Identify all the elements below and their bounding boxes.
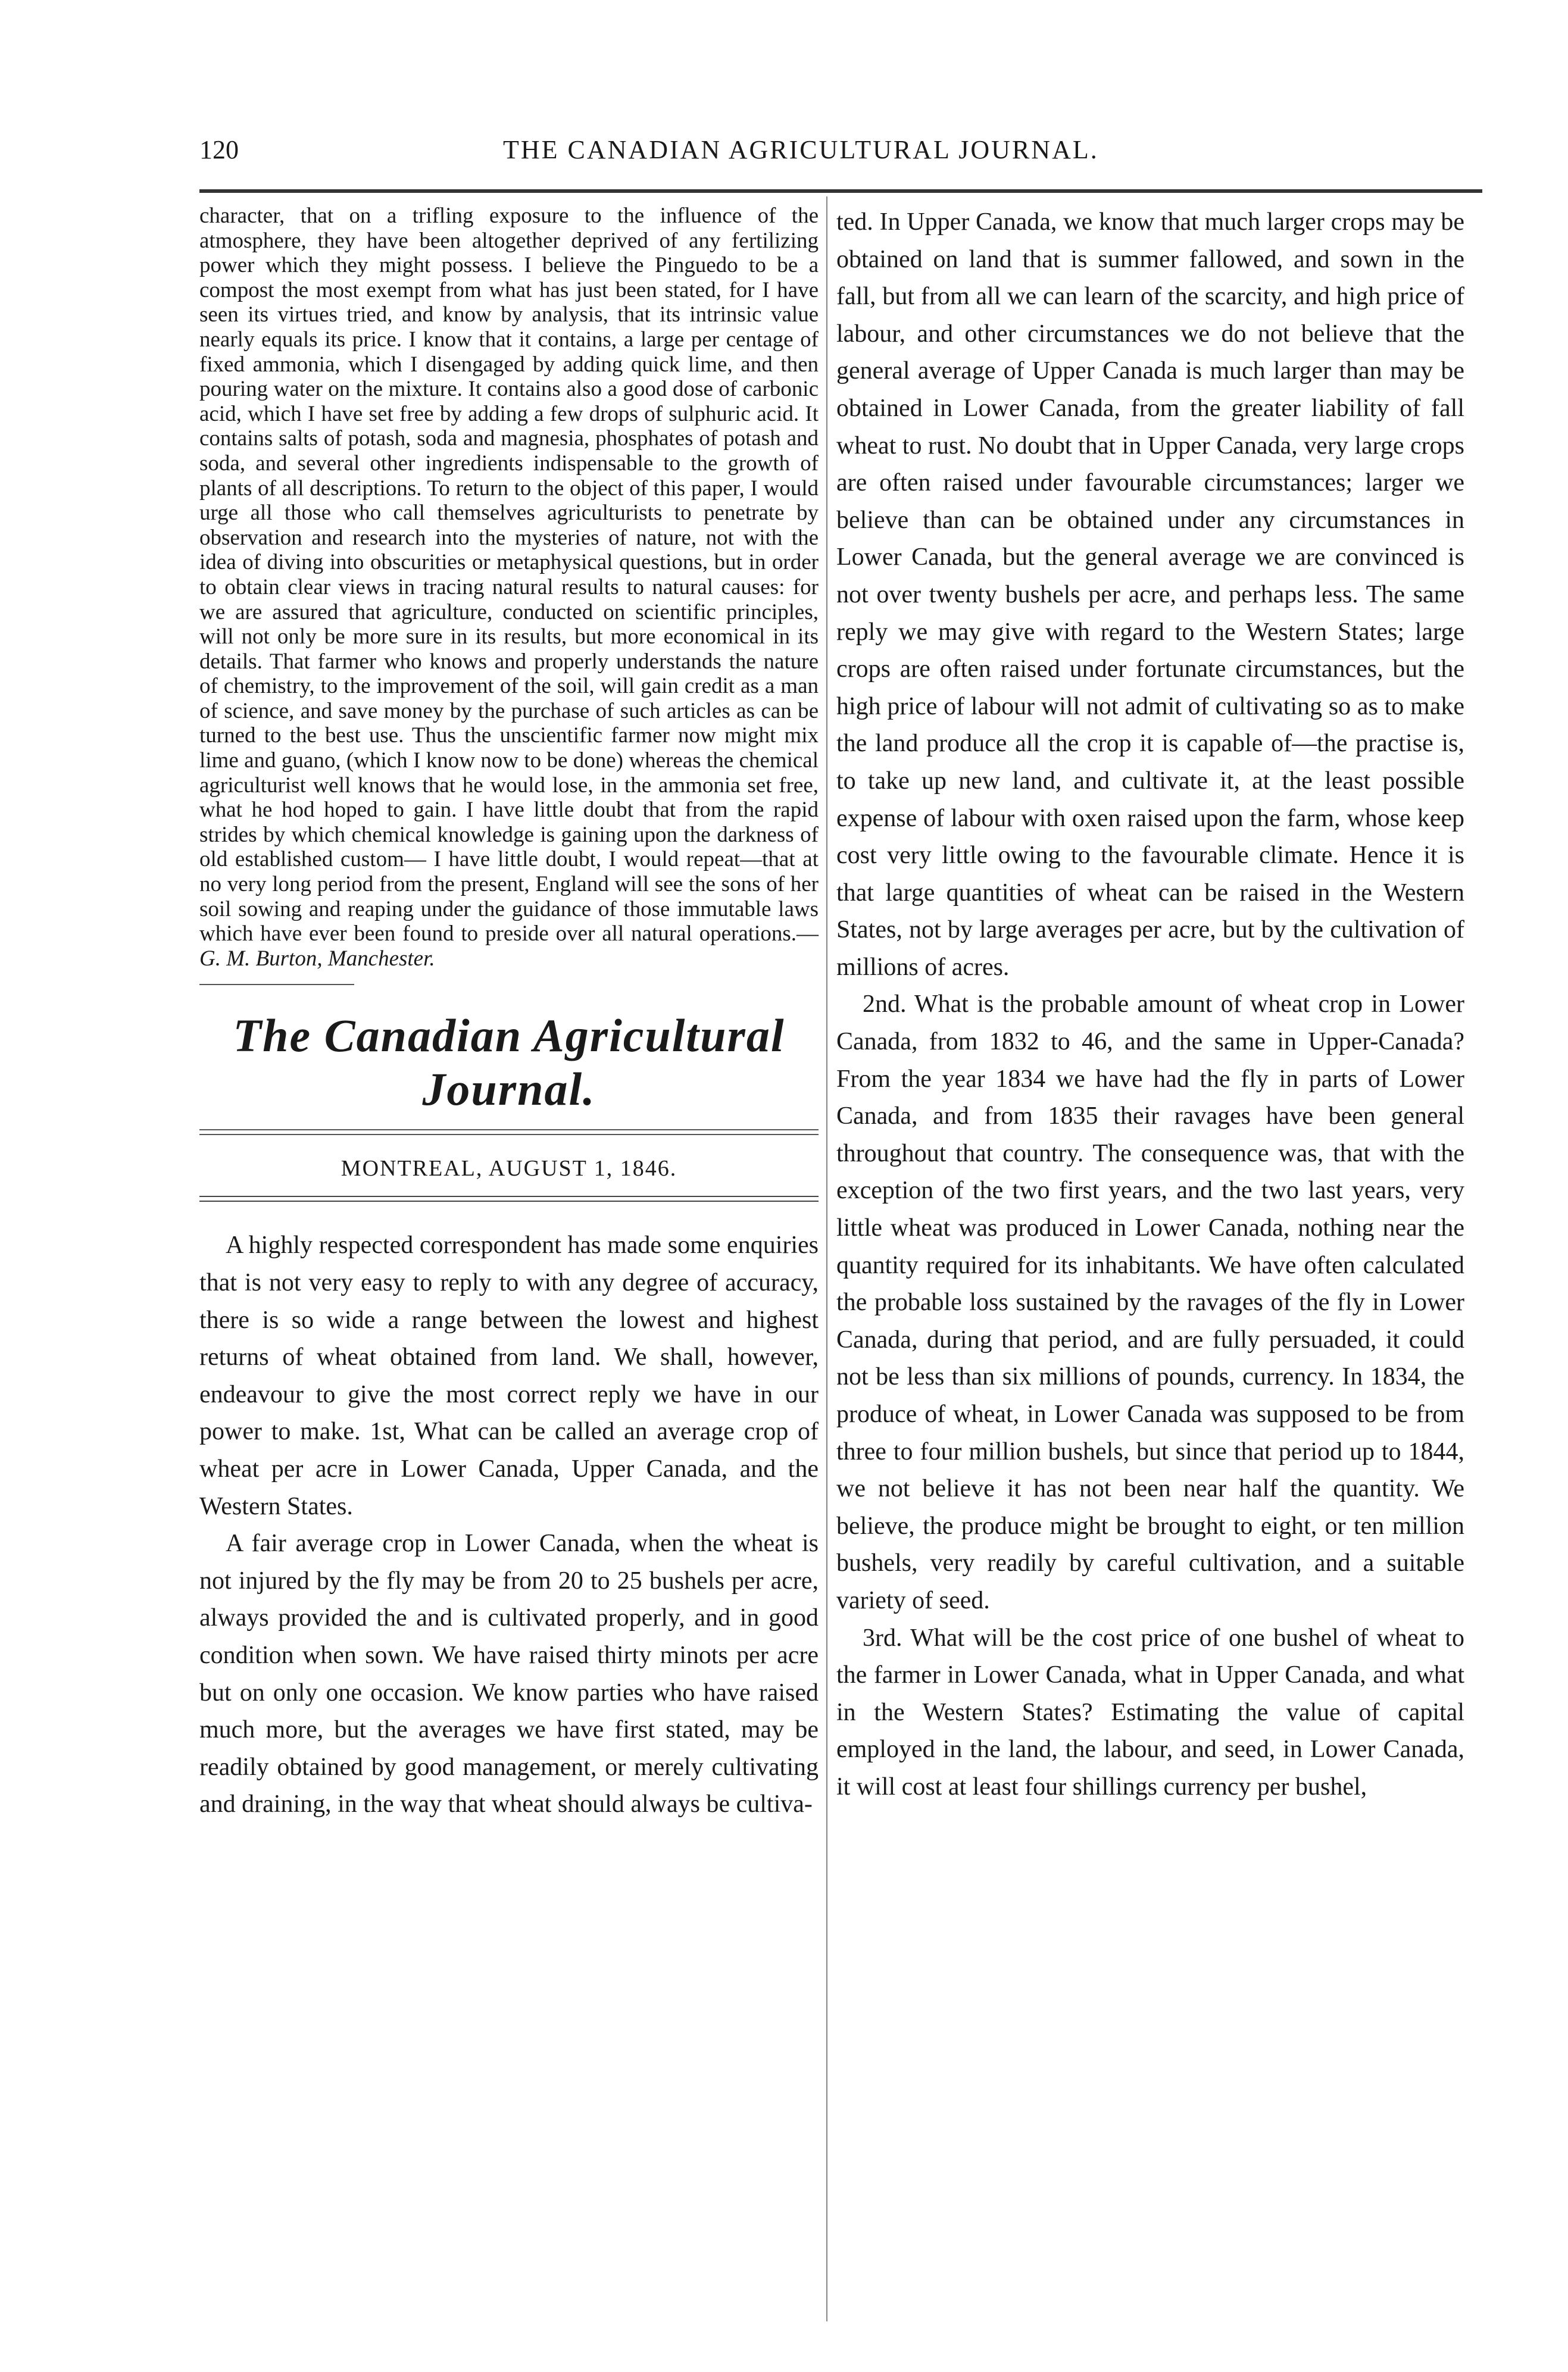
editorial-article-right [836,204,1464,1806]
left-column [199,204,819,1823]
article-paragraph: A highly respected correspondent has made some enquiries that is not very easy to reply to with any degree of accuracy, there is so wide a range between the lowest and highest returns of wheat obtained from land. We shall, however, endeavour to give the most correct reply we have in our power to make. 1st, What can be called an average crop of wheat per acre in Lower Canada, Upper Canada, and the Western States. [199,1232,819,1520]
article-paragraph: 2nd. What is the probable amount of wheat crop in Lower Canada, from 1832 to 46, and the same in Upper-Canada? From the year 1834 we have had the fly in parts of Lower Canada, and from 1835 their ravages have been general throughout that country. The consequence was, that with the exception of the two first years, and the two last years, very little wheat was produced in Lower Canada, nothing near the quantity required for its inhabitants. We have often calculated the probable loss sustained by the ravages of the fly in Lower Canada, during that period, and are fully persuaded, it could not be less than six millions of pounds, currency. In 1834, the produce of wheat, in Lower Canada was supposed to be from three to four million bushels, but since that period up to 1844, we not believe it has not been near half the quantity. We believe, the produce might be brought to eight, or ten million bushels, very readily by careful cultivation, and a suitable variety of seed. [836,990,1464,1614]
article-continuation: ted. In Upper Canada, we know that much larger crops may be obtained on land that is summer fallowed, and sown in the fall, but from all we can learn of the scarcity, and high price of labour, and other circumstances we do not believe that the general average of Upper Canada is much larger than may be obtained in Lower Canada, from the greater liability of fall wheat to rust. No doubt that in Upper Canada, very large crops are often raised under favourable circumstances; larger we believe than can be obtained under any circumstances in Lower Canada, but the general average we are convinced is not over twenty bushels per acre, and perhaps less. The same reply we may give with regard to the Western States; large crops are often raised under fortunate circumstances, but the high price of labour will not admit of cultivating so as to make the land produce all the crop it is capable of—the practise is, to take up new land, and cultivate it, at the least possible expense of labour with oxen raised upon the farm, whose keep cost very little owing to the favourable climate. Hence it is that large quantities of wheat can be raised in the Western States, not by large averages per acre, but by the cultivation of millions of acres. [836,208,1464,981]
header-rule [199,189,1482,193]
masthead-title: The Canadian Agricultural Journal. [233,1010,785,1115]
running-title: THE CANADIAN AGRICULTURAL JOURNAL. [503,135,1099,164]
page-number: 120 [199,135,239,164]
editorial-article-left [199,1227,819,1823]
dateline-rule [199,1196,819,1202]
article-paragraph: 3rd. What will be the cost price of one bushel of wheat to the farmer in Lower Canada, what in Upper Canada, and what in the Western States? Estimating the value of capital employed in the land, the labour, and seed, in Lower Canada, it will cost at least four shillings currency per bushel, [836,1624,1464,1801]
column-divider [826,196,827,2321]
masthead-short-rule [199,984,354,985]
masthead-rule [199,1129,819,1135]
article-paragraph: A fair average crop in Lower Canada, when the wheat is not injured by the fly may be from 20 to 25 bushels per acre, always provided the and is cultivated properly, and in good condition when sown. We have raised thirty minots per acre but on only one occasion. We know parties who have raised much more, but the averages we have first stated, may be readily obtained by good management, or merely cultivating and draining, in the way that wheat should always be cultiva- [199,1530,819,1818]
page-header [199,135,1482,176]
correspondence-letter [199,204,819,971]
right-column [836,204,1464,1806]
letter-signature: G. M. Burton, Manchester. [199,946,435,971]
letter-text: character, that on a trifling exposure to the influence of the atmosphere, they have been altogether deprived of any fertilizing power which they might possess. I believe the Pinguedo to be a compost the most exempt from what has just been stated, for I have seen its virtues tried, and know by analysis, that its intrinsic value nearly equals its price. I know that it contains, a large per centage of fixed ammonia, which I disengaged by adding quick lime, and then pouring water on the mixture. It contains also a good dose of carbonic acid, which I have set free by adding a few drops of sulphuric acid. It contains salts of potash, soda and magnesia, phosphates of potash and soda, and several other ingredients indispensable to the growth of plants of all descriptions. To return to the object of this paper, I would urge all those who call themselves agriculturists to penetrate by observation and research into the mysteries of nature, not with the idea of diving into obscurities or metaphysical questions, but in order to obtain clear views in tracing natural results to natural causes: for we are assured that agriculture, conducted on scientific principles, will not only be more sure in its results, but more economical in its details. That farmer who knows and properly understands the nature of chemistry, to the improvement of the soil, will gain credit as a man of science, and save money by the purchase of such articles as can be turned to the best use. Thus the unscientific farmer now might mix lime and guano, (which I know now to be done) whereas the chemical agriculturist well knows that he would lose, in the ammonia set free, what he hod hoped to gain. I have little doubt that from the rapid strides by which chemical knowledge is gaining upon the darkness of old established custom— I have little doubt, I would repeat—that at no very long period from the present, England will see the sons of her soil sowing and reaping under the guidance of those immutable laws which have ever been found to preside over all natural operations.— [199,204,819,946]
dateline: MONTREAL, AUGUST 1, 1846. [341,1156,677,1182]
